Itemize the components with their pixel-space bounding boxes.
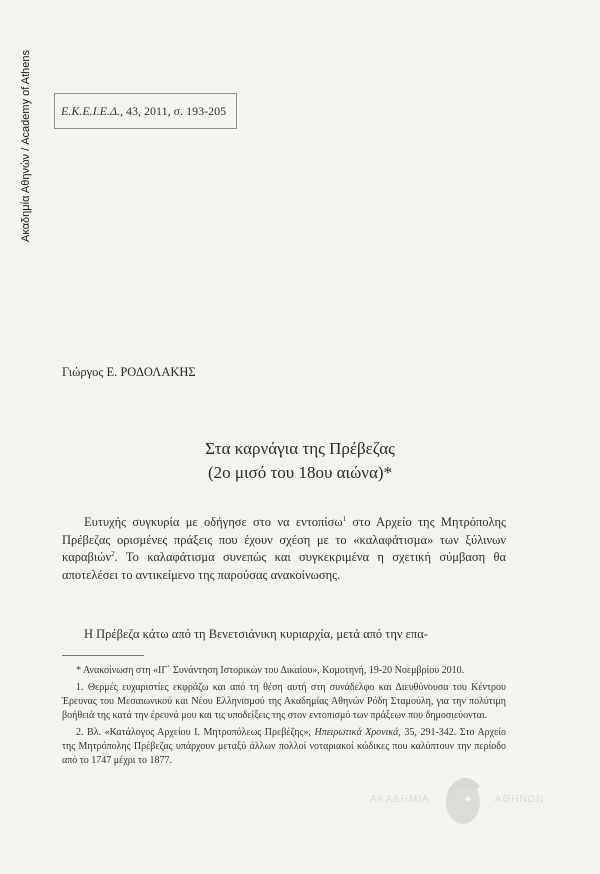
paragraph-1-text-a: Ευτυχής συγκυρία με οδήγησε στο να εντοπίσω	[84, 515, 343, 529]
article-title	[0, 437, 600, 485]
title-line-2: (2ο μισό του 18ου αιώνα)*	[207, 463, 393, 482]
footnote-2	[62, 726, 506, 768]
athena-head-icon	[438, 772, 488, 830]
footnote-1: 1. Θερμές ευχαριστίες εκφράζω και από τη θέση αυτή στη συνάδελφο και Διευθύνουσα του Κέντρου Έρευνας του Μεσαιωνικού και Νέου Ελληνισμού της Ακαδημίας Αθηνών Ρόδη Σταμούλη, για την πολύτιμη βοήθειά της κατά την έρευνά μου και τις υποδείξεις της στον εντοπισμό των πράξεων που δημοσιεύονται.	[62, 682, 506, 721]
footnote-star: * Ανακοίνωση στη «ΙΓ΄ Συνάντηση Ιστορικών του Δικαίου», Κομοτηνή, 19-20 Νοεμβρίου 2010.	[76, 665, 465, 676]
footnote-2-journal: Ηπειρωτικά Χρονικά	[314, 727, 399, 738]
citation-details: , 43, 2011, σ. 193-205	[120, 103, 227, 118]
watermark-text-left: ΑΚΑΔΗΜΙΑ	[370, 794, 430, 805]
paragraph-1-text-b: στο Αρχείο της Μητρόπολης Πρέβεζας ορισμένες πράξεις που έχουν σχέση με το «καλαφάτισμα» των ξύλινων καραβιών	[62, 515, 506, 565]
title-line-1: Στα καρνάγια της Πρέβεζας	[205, 439, 395, 458]
academy-watermark	[370, 772, 580, 832]
watermark-text-right: ΑΘΗΝΩΝ	[495, 794, 545, 805]
body-paragraph-1	[62, 514, 506, 584]
footnote-divider	[62, 655, 144, 656]
footnote-ref-2: 2	[111, 550, 115, 559]
body-paragraph-2: Η Πρέβεζα κάτω από τη Βενετσιάνικη κυριαρχία, μετά από την επα-	[84, 627, 428, 641]
footnote-2-text-a: 2. Βλ. «Κατάλογος Αρχείου Ι. Μητροπόλεως Πρεβέζης»,	[76, 727, 315, 738]
citation-journal: Ε.Κ.Ε.Ι.Ε.Δ.	[61, 103, 121, 118]
paragraph-1-text-c: . Το καλαφάτισμα συνεπώς και συγκεκριμένα η σχετική σύμβαση θα αποτελέσει το αντικείμενο της παρούσας ανακοίνωσης.	[62, 550, 506, 582]
side-label: Ακαδημία Αθηνών / Academy of Athens	[20, 49, 32, 242]
author-name: Γιώργος Ε. ΡΟΔΟΛΑΚΗΣ	[62, 365, 196, 379]
citation-box	[54, 93, 237, 129]
footnote-2-text-b: , 35, 291-342. Στο Αρχείο της Μητρόπολης Πρέβεζας υπάρχουν μεταξύ άλλων πολλοί νοταριακοί κώδικες που καλύπτουν την περίοδο από το 1747 μέχρι το 1877.	[62, 727, 506, 766]
footnote-ref-1: 1	[342, 514, 347, 523]
footnotes	[62, 664, 506, 771]
